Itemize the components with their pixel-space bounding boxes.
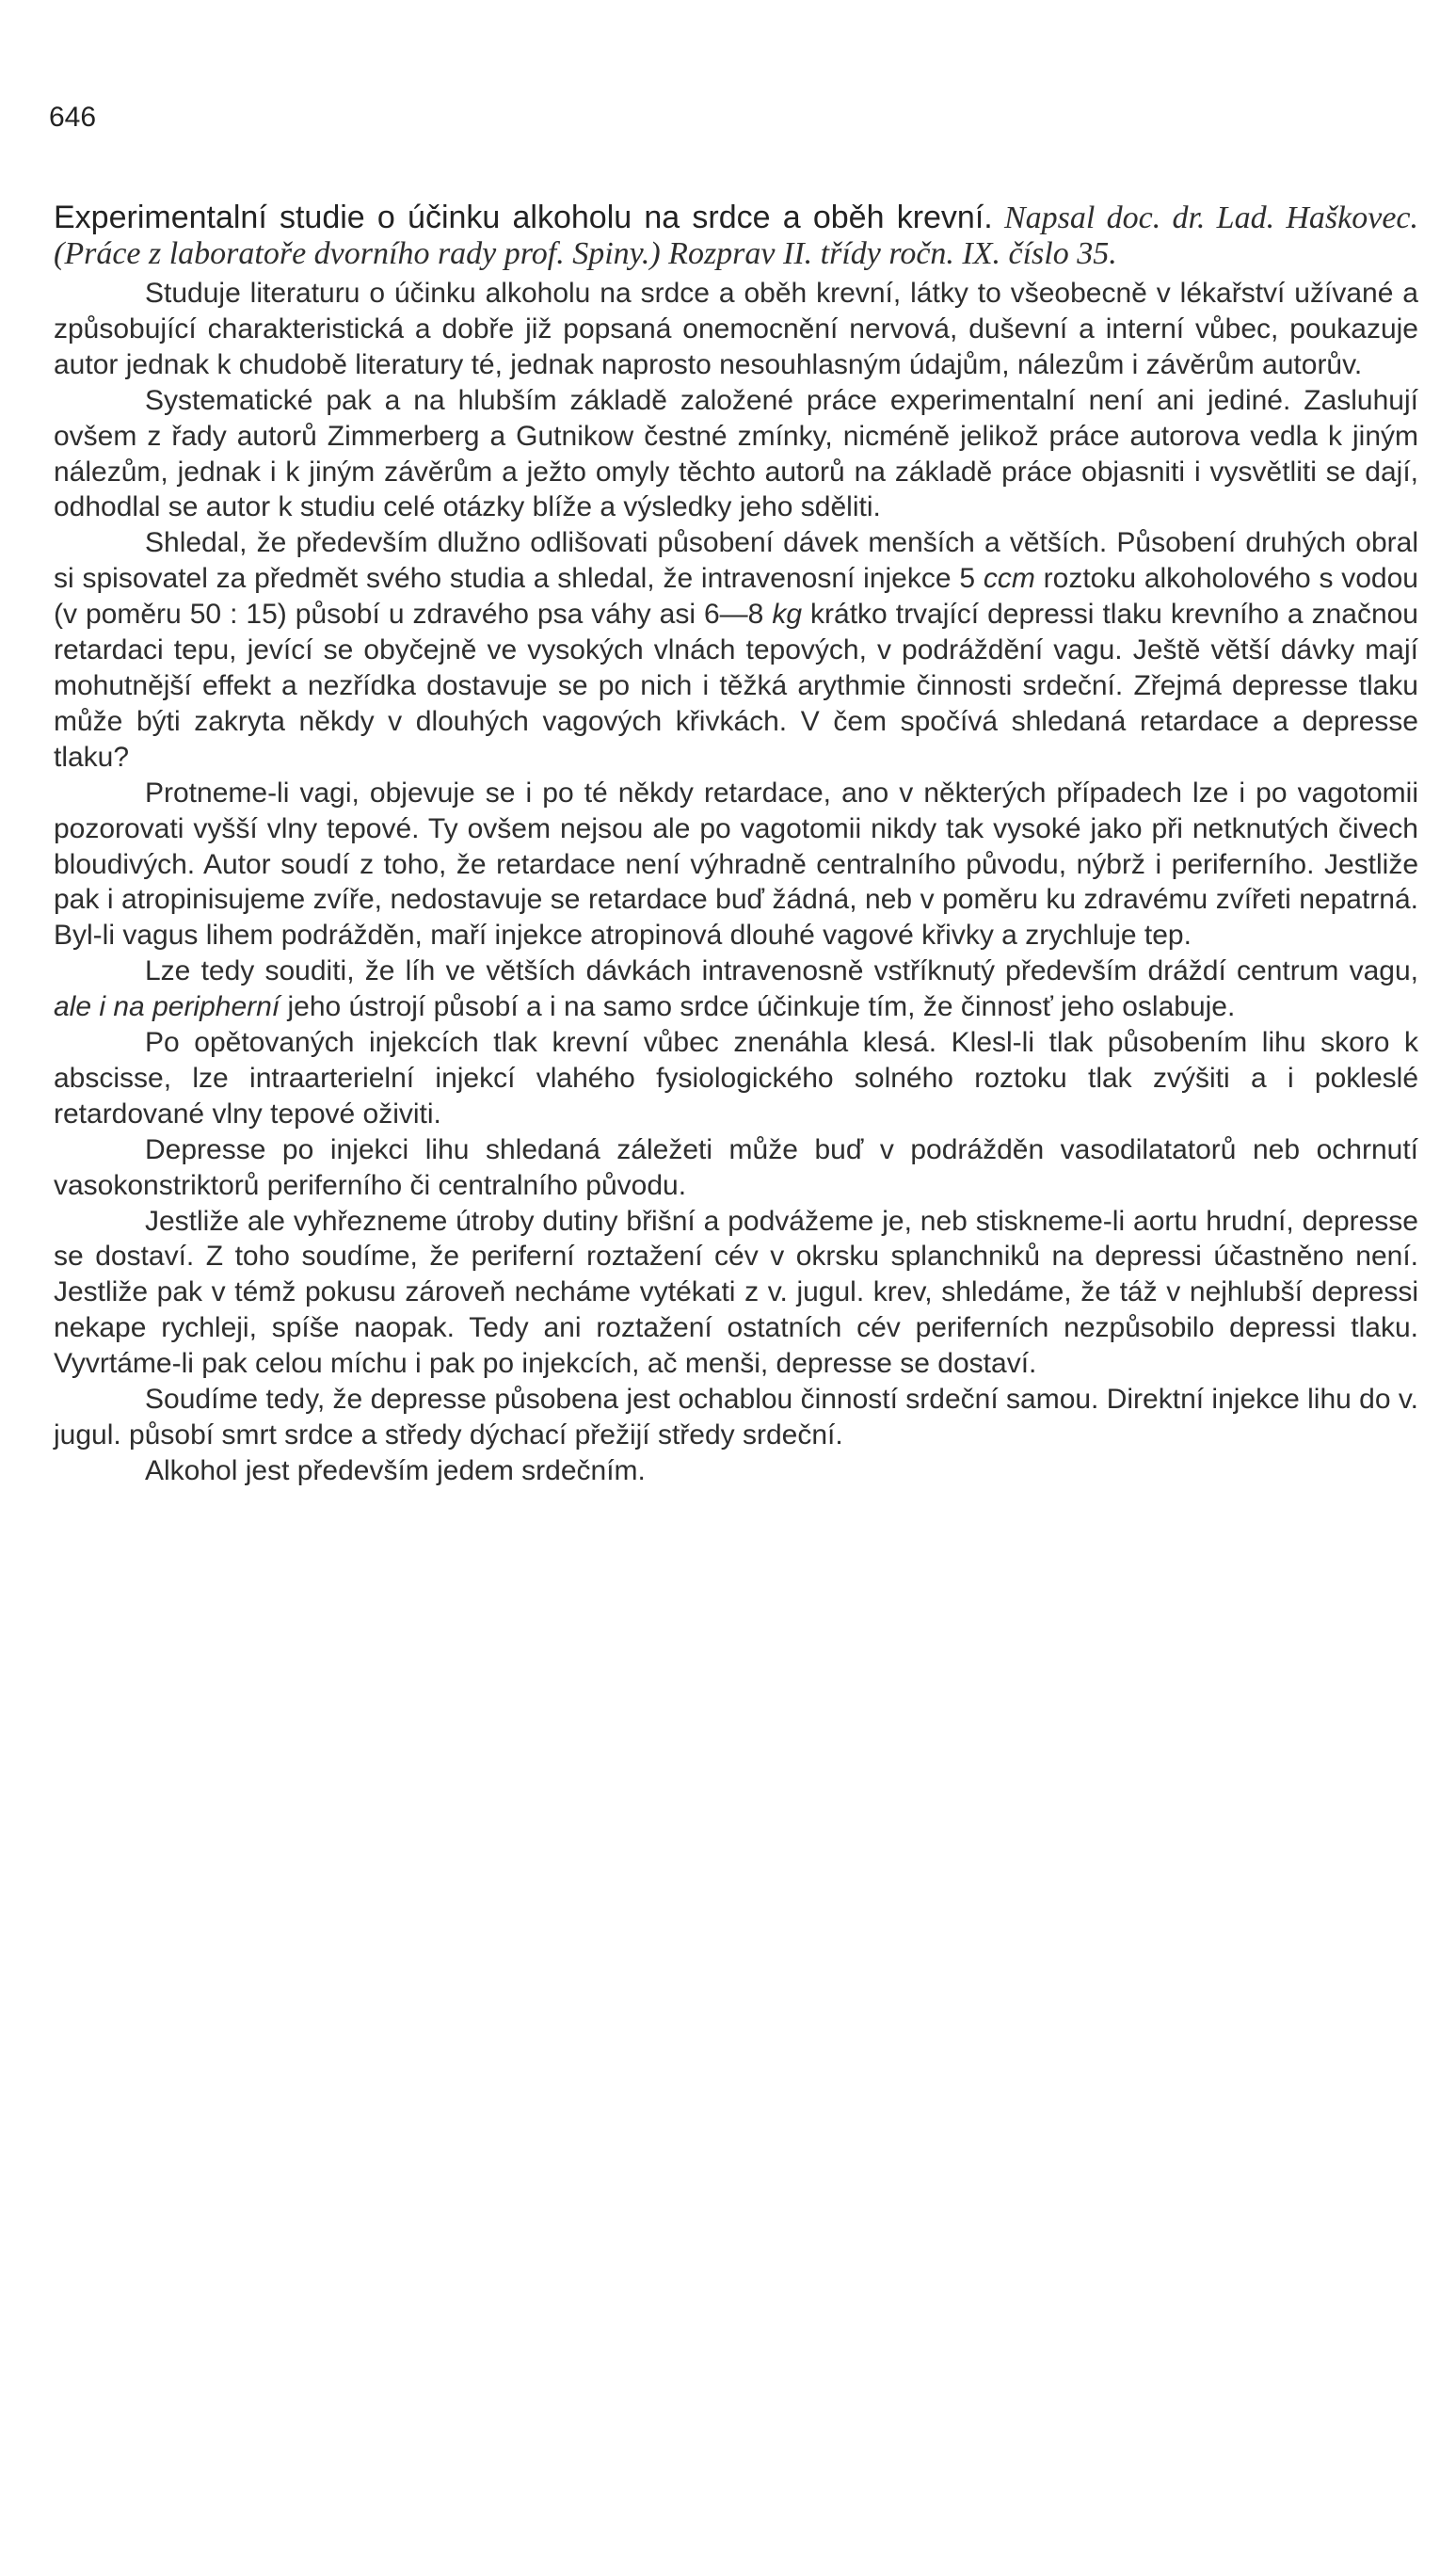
paragraph-3 xyxy=(54,525,1418,775)
paragraph-5-part-b: jeho ústrojí působí a i na samo srdce účinkuje tím, že činnosť jeho oslabuje. xyxy=(280,991,1236,1023)
paragraph-1: Studuje literaturu o účinku alkoholu na srdce a oběh krevní, látky to všeobecně v lékařství užívané a způsobující charakteristická a dobře již popsaná onemocnění nervová, duševní a interní vůbec, poukazuje autor jednak k chudobě literatury té, jednak naprosto nesouhlasným údajům, nálezům i závěrům autorův. xyxy=(54,278,1418,380)
paragraph-5-part-a: Lze tedy souditi, že líh ve větších dávkách intravenosně vstříknutý především dráždí centrum vagu, xyxy=(145,955,1418,987)
paragraph-8: Jestliže ale vyhřezneme útroby dutiny břišní a podvážeme je, neb stiskneme-li aortu hrudní, depresse se dostaví. Z toho soudíme, že periferní roztažení cév v okrsku splanchniků na depressi účastněno není. Jestliže pak v témž pokusu zároveň necháme vytékati z v. jugul. krev, shledáme, že táž v nejhlubší depressi nekape rychleji, spíše naopak. Tedy ani roztažení ostatních cév periferních nezpůsobilo depressi tlaku. Vyvrtáme-li pak celou míchu i pak po injekcích, ač menši, depresse se dostaví. xyxy=(54,1205,1418,1380)
paragraph-9: Soudíme tedy, že depresse působena jest ochablou činností srdeční samou. Direktní injekce lihu do v. jugul. působí smrt srdce a středy dýchací přežijí středy srdeční. xyxy=(54,1384,1418,1451)
article-title: Experimentalní studie o účinku alkoholu na srdce a oběh krevní. xyxy=(54,200,993,235)
article xyxy=(54,200,1418,1489)
paragraph-7: Depresse po injekci lihu shledaná záležeti může buď v podrážděn vasodilatatorů neb ochrnutí vasokonstriktorů periferního či centralního původu. xyxy=(54,1133,1418,1201)
unit-ccm: ccm xyxy=(983,563,1035,595)
paragraph-2: Systematické pak a na hlubším základě založené práce experimentalní není ani jediné. Zasluhují ovšem z řady autorů Zimmerberg a Gutnikow čestné zmínky, nicméně jelikož práce autorova vedla k jiným nálezům, jednak i k jiným závěrům a ježto omyly těchto autorů na základě práce objasniti i vysvětliti se dají, odhodlal se autor k studiu celé otázky blíže a výsledky jeho sděliti. xyxy=(54,384,1418,523)
paragraph-3-part-c: krátko trvající depressi tlaku krevního a značnou retardaci tepu, jevící se obyčejně ve vysokých vlnách tepových, v podráždění vagu. Ještě větší dávky mají mohutnější effekt a nezřídka dostavuje se po nich i těžká arythmie činnosti srdeční. Zřejmá depresse tlaku může býti zakryta někdy v dlouhých vagových křivkách. V čem spočívá shledaná retardace a depresse tlaku? xyxy=(54,599,1418,773)
paragraph-5-emphasis: ale i na peripherní xyxy=(54,991,280,1023)
paragraph-4: Protneme-li vagi, objevuje se i po té někdy retardace, ano v některých případech lze i po vagotomii pozorovati vyšší vlny tepové. Ty ovšem nejsou ale po vagotomii nikdy tak vysoké jako při netknutých čivech bloudivých. Autor soudí z toho, že retardace není výhradně centralního původu, nýbrž i periferního. Jestliže pak i atropinisujeme zvíře, nedostavuje se retardace buď žádná, neb v poměru ku zdravému zvířeti nepatrná. Byl-li vagus lihem podrážděn, maří injekce atropinová dlouhé vagové křivky a zrychluje tep. xyxy=(54,777,1418,952)
paragraph-6: Po opětovaných injekcích tlak krevní vůbec znenáhla klesá. Klesl-li tlak působením lihu skoro k abscisse, lze intraarterielní injekcí vlahého fysiologického solného roztoku tlak zvýšiti a i pokleslé retardované vlny tepové oživiti. xyxy=(54,1027,1418,1130)
article-byline: Napsal doc. dr. Lad. Haškovec. (Práce z laboratoře dvorního rady prof. Spiny.) Rozprav II. třídy ročn. IX. číslo 35. xyxy=(54,200,1419,271)
page-number: 646 xyxy=(49,102,97,133)
unit-kg: kg xyxy=(772,599,803,631)
paragraph-10: Alkohol jest především jedem srdečním. xyxy=(145,1454,646,1486)
article-body xyxy=(54,276,1418,1489)
paragraph-5 xyxy=(54,954,1418,1025)
paragraph-3-part-b: roztoku alkoholového s vodou (v poměru 50 : 15) působí u zdravého psa váhy asi 6—8 xyxy=(54,563,1418,631)
paragraph-3-part-a: Shledal, že především dlužno odlišovati působení dávek menších a větších. Působení druhých obral si spisovatel za předmět svého studia a shledal, že intravenosní injekce 5 xyxy=(54,527,1418,595)
article-heading xyxy=(54,200,1418,272)
